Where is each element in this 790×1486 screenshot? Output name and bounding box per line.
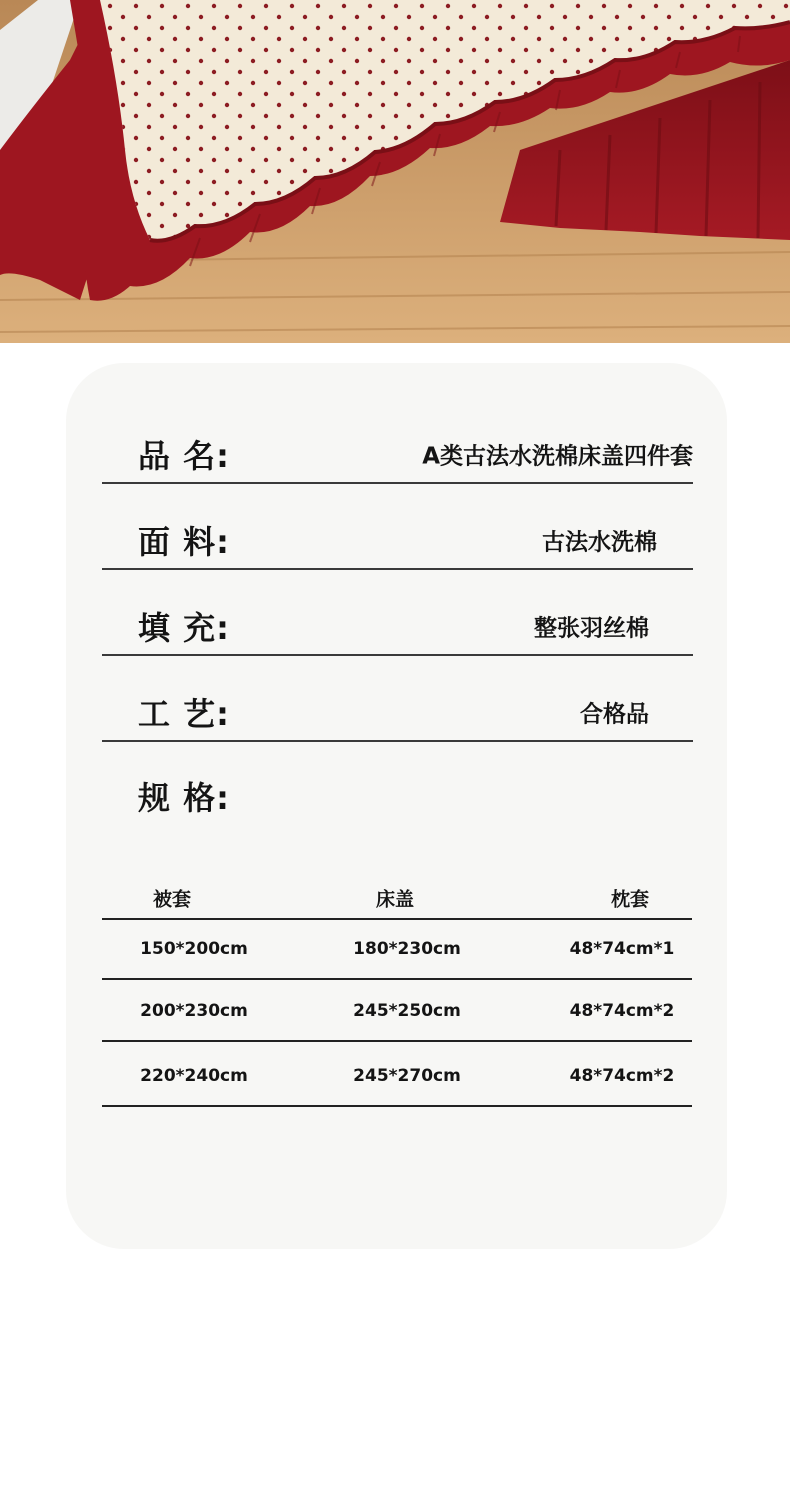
spec-label: 规 格: — [138, 779, 230, 817]
info-row-fabric — [102, 510, 693, 570]
info-row-craft — [102, 682, 693, 742]
duvet-size: 150*200cm — [140, 939, 248, 959]
fabric-value: 古法水洗棉 — [542, 529, 657, 556]
bedspread-size: 180*230cm — [353, 939, 461, 959]
craft-label: 工 艺: — [138, 695, 230, 733]
row-divider — [102, 482, 693, 484]
pillowcase-size: 48*74cm*1 — [569, 939, 675, 959]
row-divider — [102, 568, 693, 570]
pillowcase-size: 48*74cm*2 — [569, 1066, 675, 1086]
duvet-size: 220*240cm — [140, 1066, 248, 1086]
filling-value: 整张羽丝棉 — [534, 615, 649, 642]
row-divider — [102, 654, 693, 656]
header-pillowcase: 枕套 — [610, 888, 650, 911]
product-photo — [0, 0, 790, 343]
name-label: 品 名: — [138, 437, 230, 475]
bedspread-size: 245*270cm — [353, 1066, 461, 1086]
filling-label: 填 充: — [138, 609, 230, 647]
header-bedspread: 床盖 — [375, 888, 415, 911]
table-row — [102, 980, 692, 1042]
bedspread-size: 245*250cm — [353, 1001, 461, 1021]
header-duvet-cover: 被套 — [152, 888, 192, 911]
pillowcase-size: 48*74cm*2 — [569, 1001, 675, 1021]
table-row — [102, 918, 692, 980]
info-row-spec — [102, 766, 693, 826]
row-divider — [102, 1040, 692, 1042]
fabric-label: 面 料: — [138, 523, 230, 561]
craft-value: 合格品 — [580, 701, 649, 728]
row-divider — [102, 1105, 692, 1107]
table-row — [102, 1045, 692, 1107]
info-row-name — [102, 424, 693, 484]
spec-table-header — [102, 876, 692, 920]
info-row-filling — [102, 596, 693, 656]
row-divider — [102, 740, 693, 742]
bedding-illustration — [0, 0, 790, 343]
name-value: A类古法水洗棉床盖四件套 — [422, 443, 693, 470]
duvet-size: 200*230cm — [140, 1001, 248, 1021]
